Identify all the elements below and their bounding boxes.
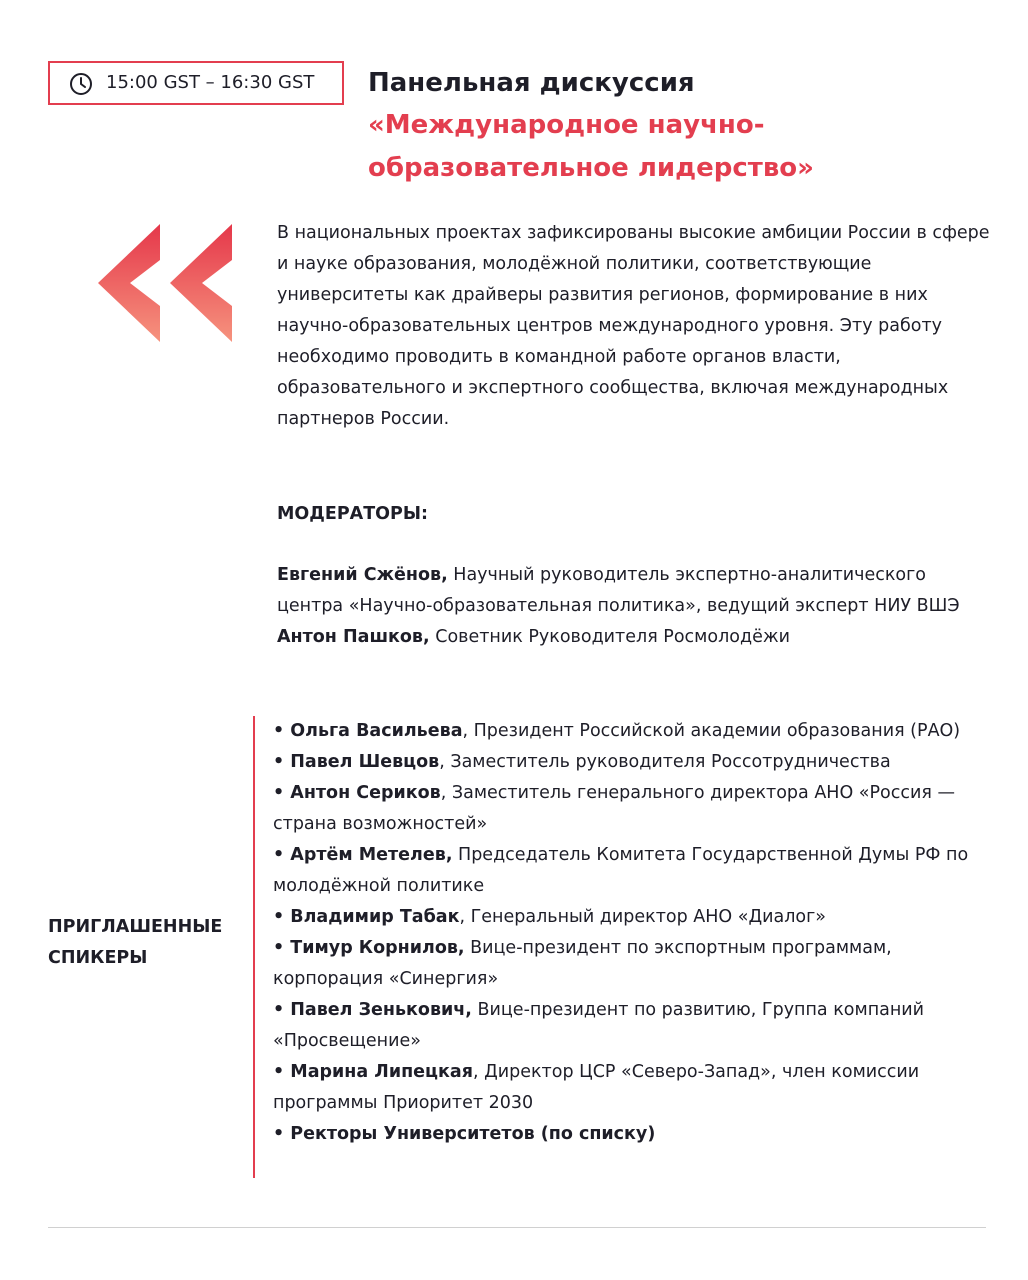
description-text: В национальных проектах зафиксированы высокие амбиции России в сфере и науке образования, молодёжной политики, соответствующие университеты как драйверы развития регионов, формирование в них научно-образовательных центров международного уровня. Эту работу необходимо проводить в командной работе органов власти, образовательного и экспертного сообщества, включая международных партнеров России.: [277, 223, 990, 429]
speaker-item: [273, 933, 1003, 995]
footer-divider: [48, 1227, 986, 1228]
moderators-list: [277, 560, 997, 653]
speaker-role: Председатель Комитета Государственной Думы РФ по молодёжной политике: [273, 845, 969, 896]
page-title: Панельная дискуссия: [368, 68, 695, 98]
speaker-name: • Павел Шевцов: [273, 752, 440, 772]
moderator-name: Антон Пашков,: [277, 627, 430, 647]
speakers-divider: [253, 716, 255, 1178]
speakers-list: [273, 716, 1003, 1150]
speaker-item: [273, 902, 1003, 933]
speaker-item: [273, 778, 1003, 840]
speaker-role: , Президент Российской академии образования (РАО): [462, 721, 961, 741]
speaker-name: • Ректоры Университетов (по списку): [273, 1124, 656, 1144]
speaker-item: [273, 840, 1003, 902]
speaker-role: Вице-президент по развитию, Группа компаний «Просвещение»: [273, 1000, 925, 1051]
speaker-item: [273, 995, 1003, 1057]
speaker-name: • Павел Зенькович,: [273, 1000, 472, 1020]
moderator-name: Евгений Сжёнов,: [277, 565, 448, 585]
speaker-role: Вице-президент по экспортным программам, корпорация «Синергия»: [273, 938, 892, 989]
speaker-item: [273, 1119, 1003, 1150]
speaker-role: , Заместитель генерального директора АНО «Россия — страна возможностей»: [273, 783, 955, 834]
title-block: [368, 62, 1008, 190]
moderator-role: Советник Руководителя Росмолодёжи: [429, 627, 790, 647]
clock-icon: [69, 72, 93, 96]
moderator-item: [277, 560, 997, 622]
page-subtitle-line-2: образовательное лидерство»: [368, 153, 814, 183]
moderators-heading: МОДЕРАТОРЫ:: [277, 504, 428, 524]
speaker-name: • Тимур Корнилов,: [273, 938, 465, 958]
speaker-name: • Ольга Васильева: [273, 721, 463, 741]
speakers-heading: ПРИГЛАШЕННЫЕ СПИКЕРЫ: [48, 917, 223, 968]
moderator-role: Научный руководитель экспертно-аналитического центра «Научно-образовательная политика», ведущий эксперт НИУ ВШЭ: [277, 565, 960, 616]
page-subtitle-line-1: «Международное научно-: [368, 110, 765, 140]
speaker-name: • Артём Метелев,: [273, 845, 453, 865]
speaker-item: [273, 1057, 1003, 1119]
chevron-quote-icon: [98, 224, 234, 342]
speaker-name: • Антон Сериков: [273, 783, 441, 803]
speaker-name: • Владимир Табак: [273, 907, 460, 927]
speaker-role: , Директор ЦСР «Северо-Запад», член комиссии программы Приоритет 2030: [273, 1062, 920, 1113]
moderator-item: [277, 622, 997, 653]
time-range: 15:00 GST – 16:30 GST: [106, 72, 315, 93]
speaker-item: [273, 747, 1003, 778]
speaker-item: [273, 716, 1003, 747]
speaker-role: , Генеральный директор АНО «Диалог»: [459, 907, 827, 927]
speaker-role: , Заместитель руководителя Россотрудничества: [439, 752, 891, 772]
time-badge: [48, 61, 344, 105]
speaker-name: • Марина Липецкая: [273, 1062, 473, 1082]
